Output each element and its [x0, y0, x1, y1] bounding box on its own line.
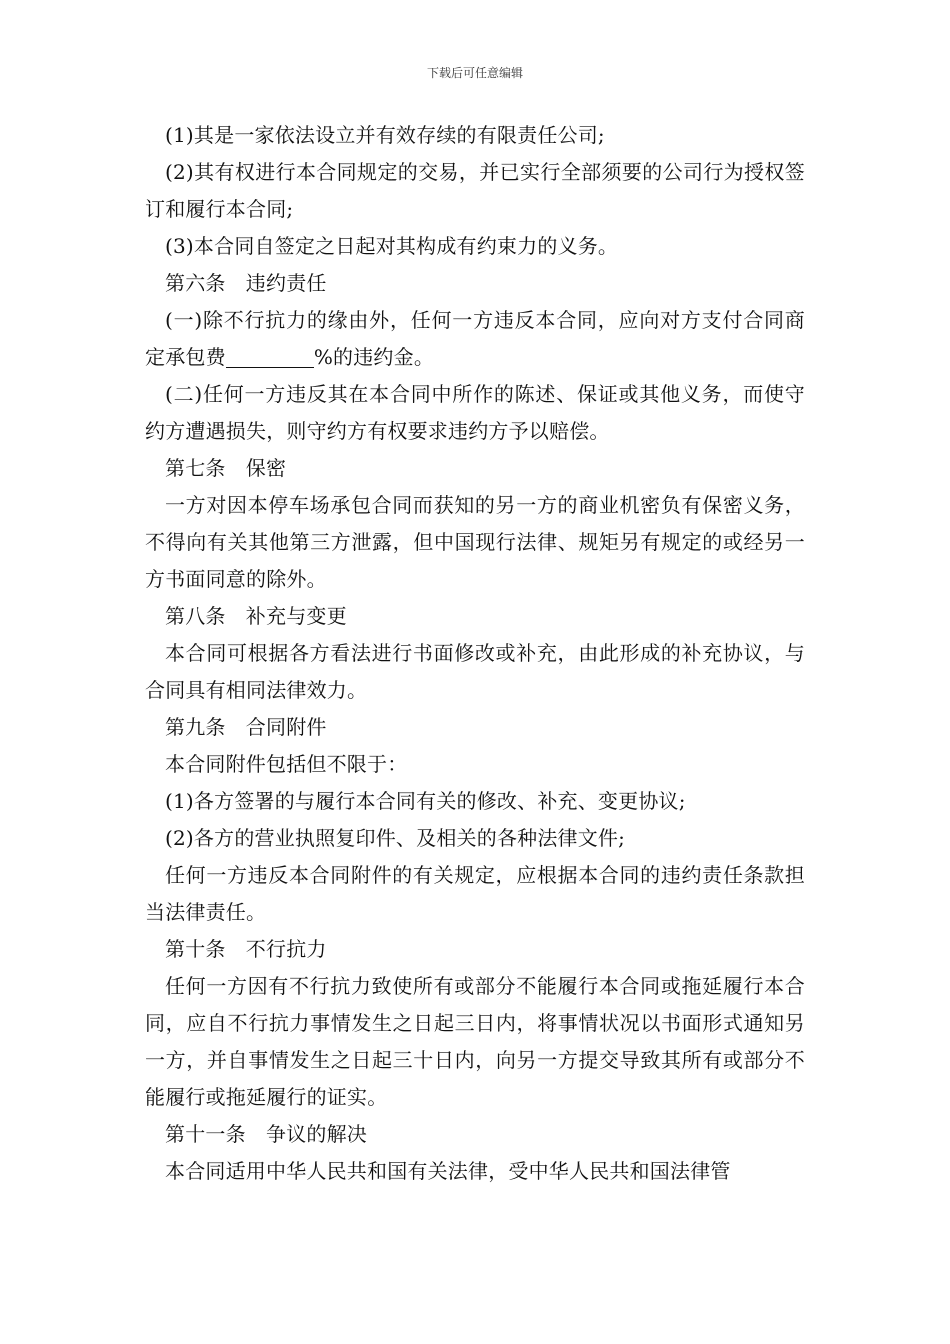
article-8-body: 本合同可根据各方看法进行书面修改或补充，由此形成的补充协议，与合同具有相同法律效力。 — [145, 641, 805, 702]
article-9-heading: 第九条 合同附件 — [165, 715, 327, 739]
clause-item-1: (1)其是一家依法设立并有效存续的有限责任公司; — [165, 123, 605, 147]
article-7-heading: 第七条 保密 — [165, 456, 287, 480]
article-7-body: 一方对因本停车场承包合同而获知的另一方的商业机密负有保密义务，不得向有关其他第三方泄露，但中国现行法律、规矩另有规定的或经另一方书面同意的除外。 — [145, 493, 805, 591]
page-header: 下载后可任意编辑 — [426, 66, 523, 80]
article-6-heading: 第六条 违约责任 — [165, 271, 327, 295]
article-8-heading: 第八条 补充与变更 — [165, 604, 347, 628]
penalty-rate-blank[interactable] — [226, 345, 314, 368]
penalty-text-before: (一)除不行抗力的缘由外，任何一方违反本合同，应向对方支付合同商定承包费 — [145, 308, 805, 369]
article-6-item-2: (二)任何一方违反其在本合同中所作的陈述、保证或其他义务，而使守约方遭遇损失，则守约方有权要求违约方予以赔偿。 — [145, 382, 805, 443]
penalty-text-after: %的违约金。 — [313, 345, 435, 369]
article-9-item-2: (2)各方的营业执照复印件、及相关的各种法律文件; — [165, 826, 626, 850]
article-6-item-1 — [145, 302, 805, 376]
clause-item-2: (2)其有权进行本合同规定的交易，并已实行全部须要的公司行为授权签订和履行本合同; — [145, 160, 805, 221]
article-11-heading: 第十一条 争议的解决 — [165, 1122, 367, 1146]
article-9-intro: 本合同附件包括但不限于： — [165, 752, 408, 776]
article-9-note: 任何一方违反本合同附件的有关规定，应根据本合同的违约责任条款担当法律责任。 — [145, 863, 805, 924]
article-11-body: 本合同适用中华人民共和国有关法律，受中华人民共和国法律管 — [165, 1159, 731, 1183]
clause-item-3: (3)本合同自签定之日起对其构成有约束力的义务。 — [165, 234, 619, 258]
article-10-heading: 第十条 不行抗力 — [165, 937, 327, 961]
article-9-item-1: (1)各方签署的与履行本合同有关的修改、补充、变更协议; — [165, 789, 686, 813]
article-10-body: 任何一方因有不行抗力致使所有或部分不能履行本合同或拖延履行本合同，应自不行抗力事情发生之日起三日内，将事情状况以书面形式通知另一方，并自事情发生之日起三十日内，向另一方提交导致其所有或部分不能履行或拖延履行的证实。 — [145, 974, 805, 1109]
contract-body — [145, 117, 805, 1190]
